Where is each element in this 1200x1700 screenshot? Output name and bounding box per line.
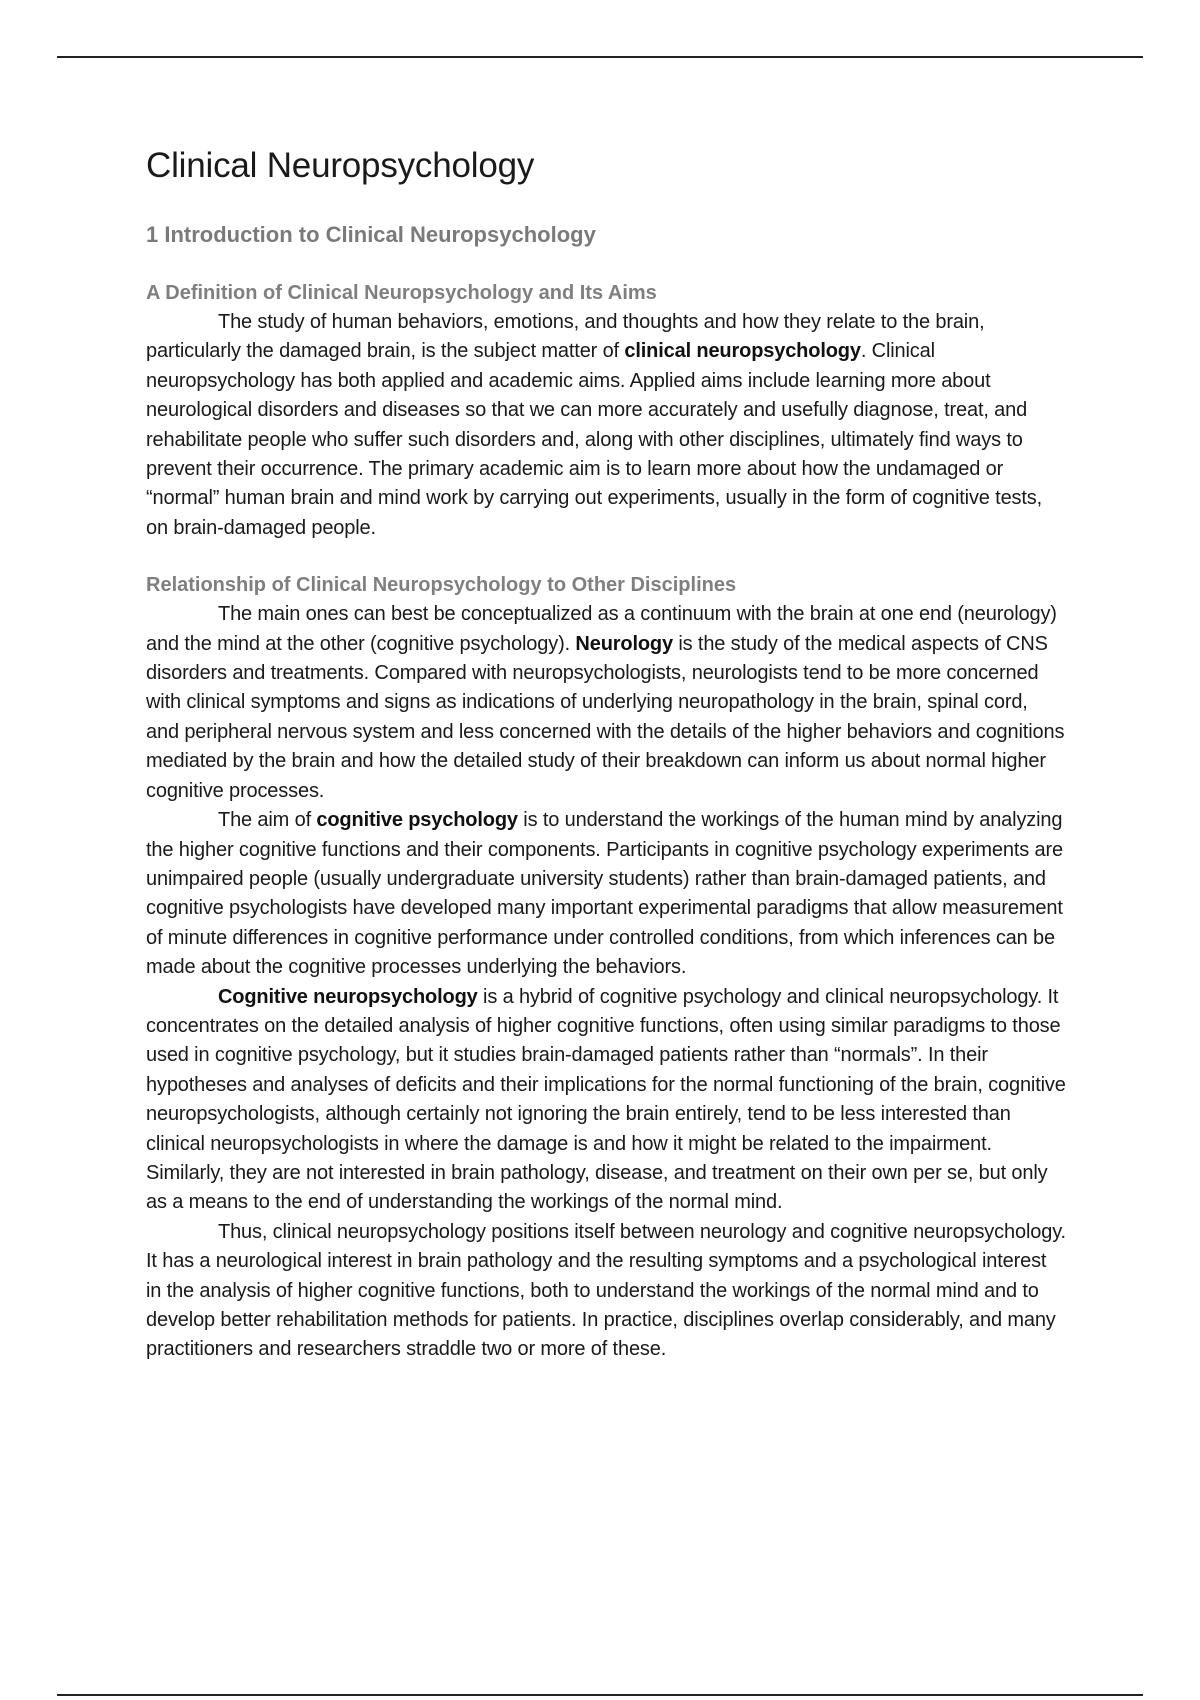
section-heading-relationship: Relationship of Clinical Neuropsychology to Other Disciplines: [146, 574, 737, 597]
chapter-heading: 1 Introduction to Clinical Neuropsychology: [146, 222, 596, 247]
page-content: [146, 140, 1066, 1365]
paragraph-neurology: The main ones can best be conceptualized as a continuum with the brain at one end (neurology) and the mind at the other (cognitive psychology). Neurology is the study of the medical aspects of CNS disorders and treatments. Compared with neuropsychologists, neurologists tend to be more concerned with clinical symptoms and signs as indications of underlying neuropathology in the brain, spinal cord, and peripheral nervous system and less concerned with the details of the higher behaviors and cognitions mediated by the brain and how the detailed study of their breakdown can inform us about normal higher cognitive processes.: [146, 603, 1065, 802]
term-cognitive-psychology: cognitive psychology: [316, 809, 518, 832]
section-heading-definition: A Definition of Clinical Neuropsychology and Its Aims: [146, 282, 657, 304]
paragraph-definition: The study of human behaviors, emotions, and thoughts and how they relate to the brain, particularly the damaged brain, is the subject matter of clinical neuropsychology. Clinical neuropsychology has both applied and academic aims. Applied aims include learning more about neurological disorders and diseases so that we can more accurately and usefully diagnose, treat, and rehabilitate people who suffer such disorders and, along with other disciplines, ultimately find ways to prevent their occurrence. The primary academic aim is to learn more about how the undamaged or “normal” human brain and mind work by carrying out experiments, usually in the form of cognitive tests, on brain-damaged people.: [146, 311, 1043, 539]
document-title: Clinical Neuropsychology: [146, 146, 535, 185]
paragraph-summary: Thus, clinical neuropsychology positions itself between neurology and cognitive neuropsychology. It has a neurological interest in brain pathology and the resulting symptoms and a psychological interest in the analysis of higher cognitive functions, both to understand the workings of the normal mind and to develop better rehabilitation methods for patients. In practice, disciplines overlap considerably, and many practitioners and researchers straddle two or more of these.: [146, 1220, 1066, 1361]
term-clinical-neuropsychology: clinical neuropsychology: [624, 340, 861, 363]
paragraph-cognitive-neuropsychology: Cognitive neuropsychology is a hybrid of cognitive psychology and clinical neuropsychology. It concentrates on the detailed analysis of higher cognitive functions, often using similar paradigms to those used in cognitive psychology, but it studies brain-damaged patients rather than “normals”. In their hypotheses and analyses of deficits and their implications for the normal functioning of the brain, cognitive neuropsychologists, although certainly not ignoring the brain entirely, tend to be less interested than clinical neuropsychologists in where the damage is and how it might be related to the impairment. Similarly, they are not interested in brain pathology, disease, and treatment on their own per se, but only as a means to the end of understanding the workings of the normal mind.: [146, 985, 1066, 1214]
paragraph-cognitive-psychology: The aim of cognitive psychology is to understand the workings of the human mind by analyzing the higher cognitive functions and their components. Participants in cognitive psychology experiments are unimpaired people (usually undergraduate university students) rather than brain-damaged patients, and cognitive psychologists have developed many important experimental paradigms that allow measurement of minute differences in cognitive performance under controlled conditions, from which inferences can be made about the cognitive processes underlying the behaviors.: [146, 809, 1063, 979]
bottom-rule: [57, 1694, 1143, 1696]
top-rule: [57, 56, 1143, 58]
term-cognitive-neuropsychology: Cognitive neuropsychology: [218, 985, 478, 1008]
term-neurology: Neurology: [575, 632, 673, 655]
